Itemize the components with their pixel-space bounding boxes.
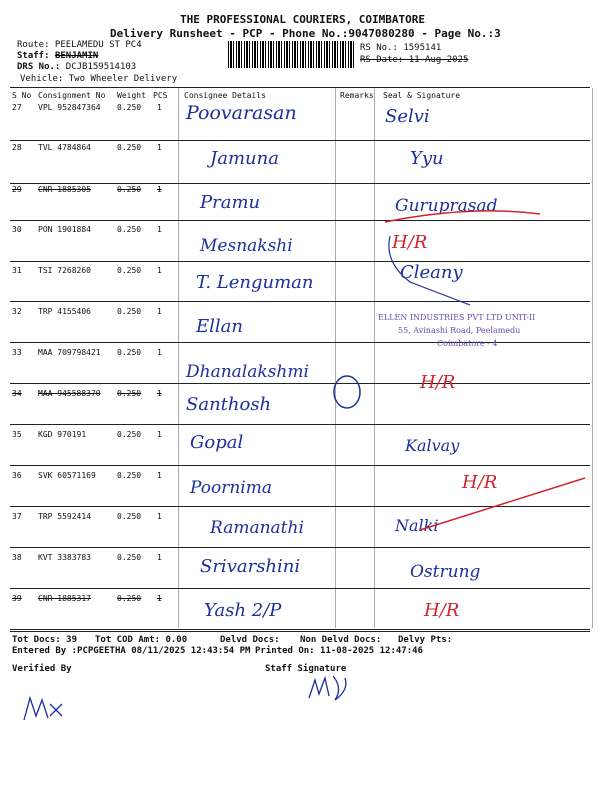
receiver-signature: Nalki [395,516,439,535]
row-weight: 0.250 [117,225,142,234]
receiver-signature: Kalvay [405,436,460,455]
vehicle-text: Vehicle: Two Wheeler Delivery [20,74,178,84]
row-pcs: 1 [157,225,162,234]
receiver-signature: H/R [462,472,498,493]
drs-value: DCJB159514103 [65,62,137,72]
row-pcs: 1 [157,266,162,275]
row-sno: 34 [12,389,22,398]
staff-value: BENJAMIN [54,51,99,61]
row-sno: 33 [12,348,22,357]
row-consignment: TRP 5592414 [38,512,91,521]
rs-date: RS Date: 11-Aug-2025 [360,55,469,65]
row-weight: 0.250 [117,266,142,275]
row-consignment: VPL 952847364 [38,103,101,112]
row-consignment: TVL 4784864 [38,143,91,152]
company-title: THE PROFESSIONAL COURIERS, COIMBATORE [180,13,426,26]
row-consignment: PON 1901884 [38,225,91,234]
rs-number: RS No.: 1595141 [360,43,442,53]
row-weight: 0.250 [117,143,142,152]
row-consignment: MAA 945588370 [38,389,101,398]
row-weight: 0.250 [117,389,142,398]
row-pcs: 1 [157,471,162,480]
row-consignment: CNR 1885305 [38,185,91,194]
row-pcs: 1 [157,553,162,562]
runsheet-title: Delivery Runsheet - PCP - Phone No.:9047080280 - Page No.:3 [110,27,501,40]
col-consignee: Consignee Details [184,91,266,100]
total-docs: Tot Docs: 39 [12,635,78,645]
consignee-signature: Santhosh [186,394,272,415]
staff-signature-label: Staff Signature [265,664,347,674]
consignee-signature: Ellan [196,316,243,337]
receiver-signature: H/R [424,600,460,621]
row-sno: 30 [12,225,22,234]
row-sno: 28 [12,143,22,152]
receiver-signature: H/R [392,232,428,253]
receiver-signature: Selvi [385,106,430,127]
consignee-signature: Srivarshini [200,556,301,577]
row-weight: 0.250 [117,430,142,439]
row-pcs: 1 [157,594,162,603]
col-pcs: PCS [153,91,168,100]
consignee-signature: Jamuna [210,148,279,169]
row-weight: 0.250 [117,307,142,316]
receiver-signature: Yyu [410,148,444,169]
row-weight: 0.250 [117,594,142,603]
receiver-signature: Guruprasad [395,196,498,216]
row-sno: 29 [12,185,22,194]
red-stroke [420,478,585,530]
col-remarks: Remarks [340,91,374,100]
entered-by: Entered By :PCPGEETHA 08/11/2025 12:43:54 PM [12,646,251,656]
row-consignment: CNR 1885317 [38,594,91,603]
consignee-signature: Mesnakshi [200,236,293,256]
row-sno: 31 [12,266,22,275]
staff-signature [305,668,355,708]
row-sno: 36 [12,471,22,480]
receiver-signature: H/R [420,372,456,393]
delivered-docs: Delvd Docs: [220,635,280,645]
row-consignment: MAA 709798421 [38,348,101,357]
row-sno: 32 [12,307,22,316]
row-pcs: 1 [157,512,162,521]
consignee-signature: Yash 2/P [204,600,282,621]
consignee-signature: Pramu [200,192,261,213]
row-sno: 38 [12,553,22,562]
row-weight: 0.250 [117,471,142,480]
route-text: Route: PEELAMEDU ST PC4 [17,40,142,50]
col-seal-signature: Seal & Signature [383,91,461,100]
row-sno: 37 [12,512,22,521]
pen-stroke [389,236,470,305]
row-weight: 0.250 [117,103,142,112]
row-pcs: 1 [157,185,162,194]
row-pcs: 1 [157,348,162,357]
row-consignment: TSI 7268260 [38,266,91,275]
red-stroke [385,211,540,222]
col-sno: S No [12,91,32,100]
row-pcs: 1 [157,307,162,316]
row-weight: 0.250 [117,348,142,357]
row-weight: 0.250 [117,512,142,521]
total-cod: Tot COD Amt: 0.00 [95,635,188,645]
consignee-signature: Poovarasan [186,102,297,124]
consignee-signature: Gopal [190,432,244,453]
row-pcs: 1 [157,430,162,439]
stamp-line-1: ELLEN INDUSTRIES PVT LTD UNIT-II [378,313,536,322]
receiver-signature: Ostrung [410,562,481,582]
row-consignment: TRP 4155406 [38,307,91,316]
receiver-signature: Cleany [400,262,463,283]
row-pcs: 1 [157,389,162,398]
consignee-signature: Ramanathi [210,518,304,538]
row-consignment: SVK 60571169 [38,471,96,480]
consignee-signature: Poornima [190,478,272,498]
stamp-line-2: 55, Avinashi Road, Peelamedu [398,326,521,335]
row-consignment: KVT 3383783 [38,553,91,562]
row-sno: 35 [12,430,22,439]
row-sno: 39 [12,594,22,603]
footer-rule [10,631,590,632]
col-weight: Weight [117,91,146,100]
row-sno: 27 [12,103,22,112]
consignee-signature: Dhanalakshmi [186,362,309,382]
delivery-points: Delvy Pts: [398,635,453,645]
non-delivered-docs: Non Delvd Docs: [300,635,382,645]
drs-label: DRS No.: [17,62,61,72]
verifier-signature [20,688,80,728]
col-consignment: Consignment No [38,91,106,100]
row-consignment: KGD 970191 [38,430,87,439]
row-pcs: 1 [157,143,162,152]
stamp-line-3: Coimbatore - 4 [437,339,498,348]
row-weight: 0.250 [117,553,142,562]
verified-by-label: Verified By [12,664,72,674]
staff-label: Staff: [17,51,50,61]
row-weight: 0.250 [117,185,142,194]
consignee-signature: T. Lenguman [196,272,314,293]
circle-mark [334,376,360,408]
row-pcs: 1 [157,103,162,112]
printed-on: Printed On: 11-08-2025 12:47:46 [255,646,423,656]
